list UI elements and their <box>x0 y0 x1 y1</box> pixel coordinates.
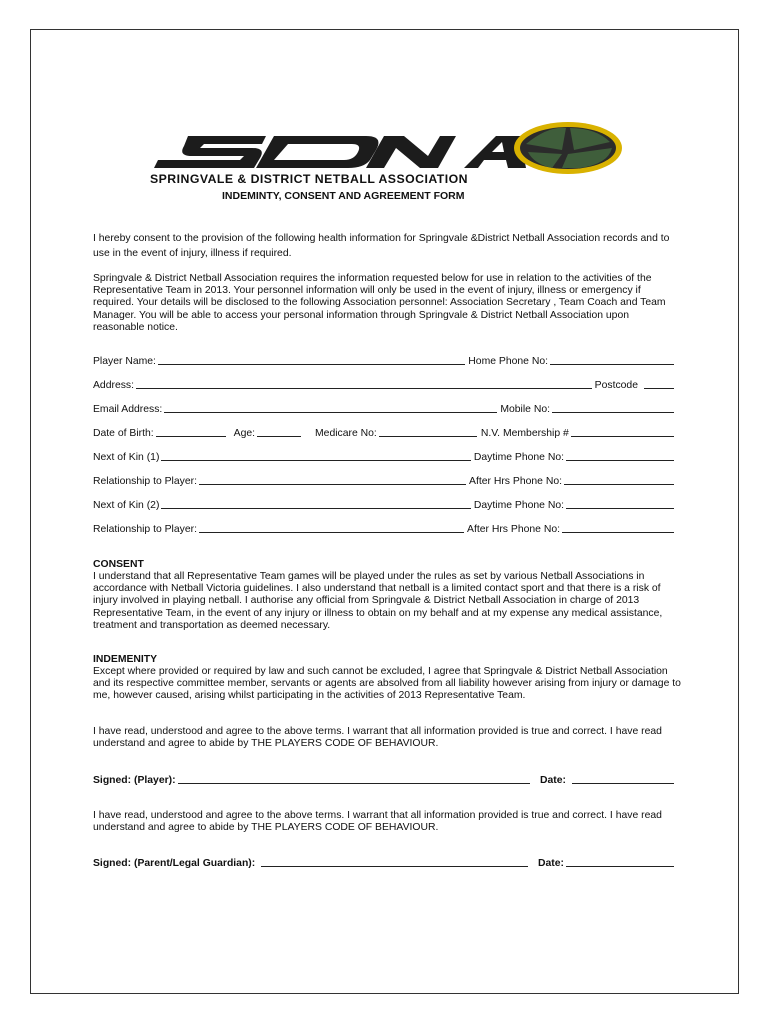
consent-heading: CONSENT <box>93 559 144 570</box>
medicare-label: Medicare No: <box>315 428 377 439</box>
next-of-kin-1-label: Next of Kin (1) <box>93 452 160 463</box>
daytime-phone-1-field[interactable] <box>566 460 674 461</box>
next-of-kin-1-field[interactable] <box>161 460 470 461</box>
dob-label: Date of Birth: <box>93 428 154 439</box>
signed-player-field[interactable] <box>178 783 530 784</box>
sdna-wordmark-shapes <box>154 136 526 168</box>
player-agreement-text: I have read, understood and agree to the above terms. I warrant that all information provided is true and correct. I have read understand and agree to abide by THE PLAYERS CODE OF BEHAVIOUR. <box>93 726 662 750</box>
email-label: Email Address: <box>93 404 163 415</box>
relationship-1-field[interactable] <box>199 484 466 485</box>
relationship-1-label: Relationship to Player: <box>93 476 197 487</box>
indemenity-heading: INDEMENITY <box>93 654 158 665</box>
purpose-paragraph: Springvale & District Netball Association requires the information requested below for use in relation to the activities of the Representative Team in 2013. Your personnel information will only be used in the event of injury, illness or emergency if required. Your details will be disclosed to the following Association personnel: Association Secretary , Team Coach and Team Manager. You will be able to access your personal information through Springvale & District Netball Association upon reasonable notice. <box>93 273 666 333</box>
address-field[interactable] <box>136 388 592 389</box>
signed-guardian-label: Signed: (Parent/Legal Guardian): <box>93 858 256 869</box>
daytime-phone-2-field[interactable] <box>566 508 674 509</box>
indemenity-text: Except where provided or required by law and such cannot be excluded, I agree that Springvale & District Netball Association and its respective committee member, servants or agents are absolved from all liability however arising from injury or damage to me, however caused, arising whilst participating in the activities of 2013 Representative Team. <box>93 666 681 702</box>
date-guardian-label: Date: <box>538 858 564 869</box>
age-label: Age: <box>233 428 256 439</box>
row-relationship-2 <box>93 521 677 535</box>
date-player-label: Date: <box>540 775 566 786</box>
row-next-of-kin-1 <box>93 449 677 463</box>
medicare-field[interactable] <box>379 436 477 437</box>
postcode-label: Postcode <box>594 380 638 391</box>
age-field[interactable] <box>257 436 301 437</box>
postcode-field[interactable] <box>644 388 674 389</box>
after-hrs-2-label: After Hrs Phone No: <box>467 524 560 535</box>
nv-membership-field[interactable] <box>571 436 674 437</box>
row-address <box>93 377 677 391</box>
daytime-phone-1-label: Daytime Phone No: <box>473 452 564 463</box>
dob-field[interactable] <box>156 436 226 437</box>
date-guardian-field[interactable] <box>566 866 674 867</box>
guardian-agreement-text: I have read, understood and agree to the above terms. I warrant that all information provided is true and correct. I have read understand and agree to abide by THE PLAYERS CODE OF BEHAVIOUR. <box>93 810 662 834</box>
address-label: Address: <box>93 380 135 391</box>
after-hrs-1-label: After Hrs Phone No: <box>469 476 562 487</box>
player-name-label: Player Name: <box>93 356 156 367</box>
home-phone-field[interactable] <box>550 364 674 365</box>
mobile-label: Mobile No: <box>500 404 550 415</box>
consent-text: I understand that all Representative Team games will be played under the rules as set by various Netball Associations in accordance with Netball Victoria guidelines. I also understand that netball is a limited contact sport and that there is a risk of injury involved in playing netball. I authorise any official from Springvale & District Netball Association in charge of 2013 Representative Team, in the event of any injury or illness to obtain on my behalf and at my expense any medical assistance, treatment and transportation as deemed necessary. <box>93 571 663 631</box>
row-signed-guardian <box>93 855 677 869</box>
mobile-field[interactable] <box>552 412 674 413</box>
row-next-of-kin-2 <box>93 497 677 511</box>
relationship-2-label: Relationship to Player: <box>93 524 197 535</box>
signed-guardian-field[interactable] <box>261 866 528 867</box>
nv-membership-label: N.V. Membership # <box>480 428 569 439</box>
row-email <box>93 401 677 415</box>
player-name-field[interactable] <box>158 364 465 365</box>
row-signed-player <box>93 772 677 786</box>
home-phone-label: Home Phone No: <box>468 356 548 367</box>
next-of-kin-2-label: Next of Kin (2) <box>93 500 160 511</box>
association-name: SPRINGVALE & DISTRICT NETBALL ASSOCIATION <box>150 172 468 186</box>
signed-player-label: Signed: (Player): <box>93 775 176 786</box>
date-player-field[interactable] <box>572 783 674 784</box>
sdna-logo-graphic <box>148 120 628 176</box>
daytime-phone-2-label: Daytime Phone No: <box>473 500 564 511</box>
row-dob <box>93 425 677 439</box>
next-of-kin-2-field[interactable] <box>161 508 470 509</box>
after-hrs-2-field[interactable] <box>562 532 674 533</box>
netball-icon <box>514 122 622 174</box>
after-hrs-1-field[interactable] <box>564 484 674 485</box>
email-field[interactable] <box>164 412 497 413</box>
row-relationship-1 <box>93 473 677 487</box>
intro-paragraph: I hereby consent to the provision of the following health information for Springvale &District Netball Association records and to use in the event of injury, illness if required. <box>93 233 670 259</box>
relationship-2-field[interactable] <box>199 532 464 533</box>
form-title: INDEMINTY, CONSENT AND AGREEMENT FORM <box>222 190 465 202</box>
row-player-name <box>93 353 677 367</box>
